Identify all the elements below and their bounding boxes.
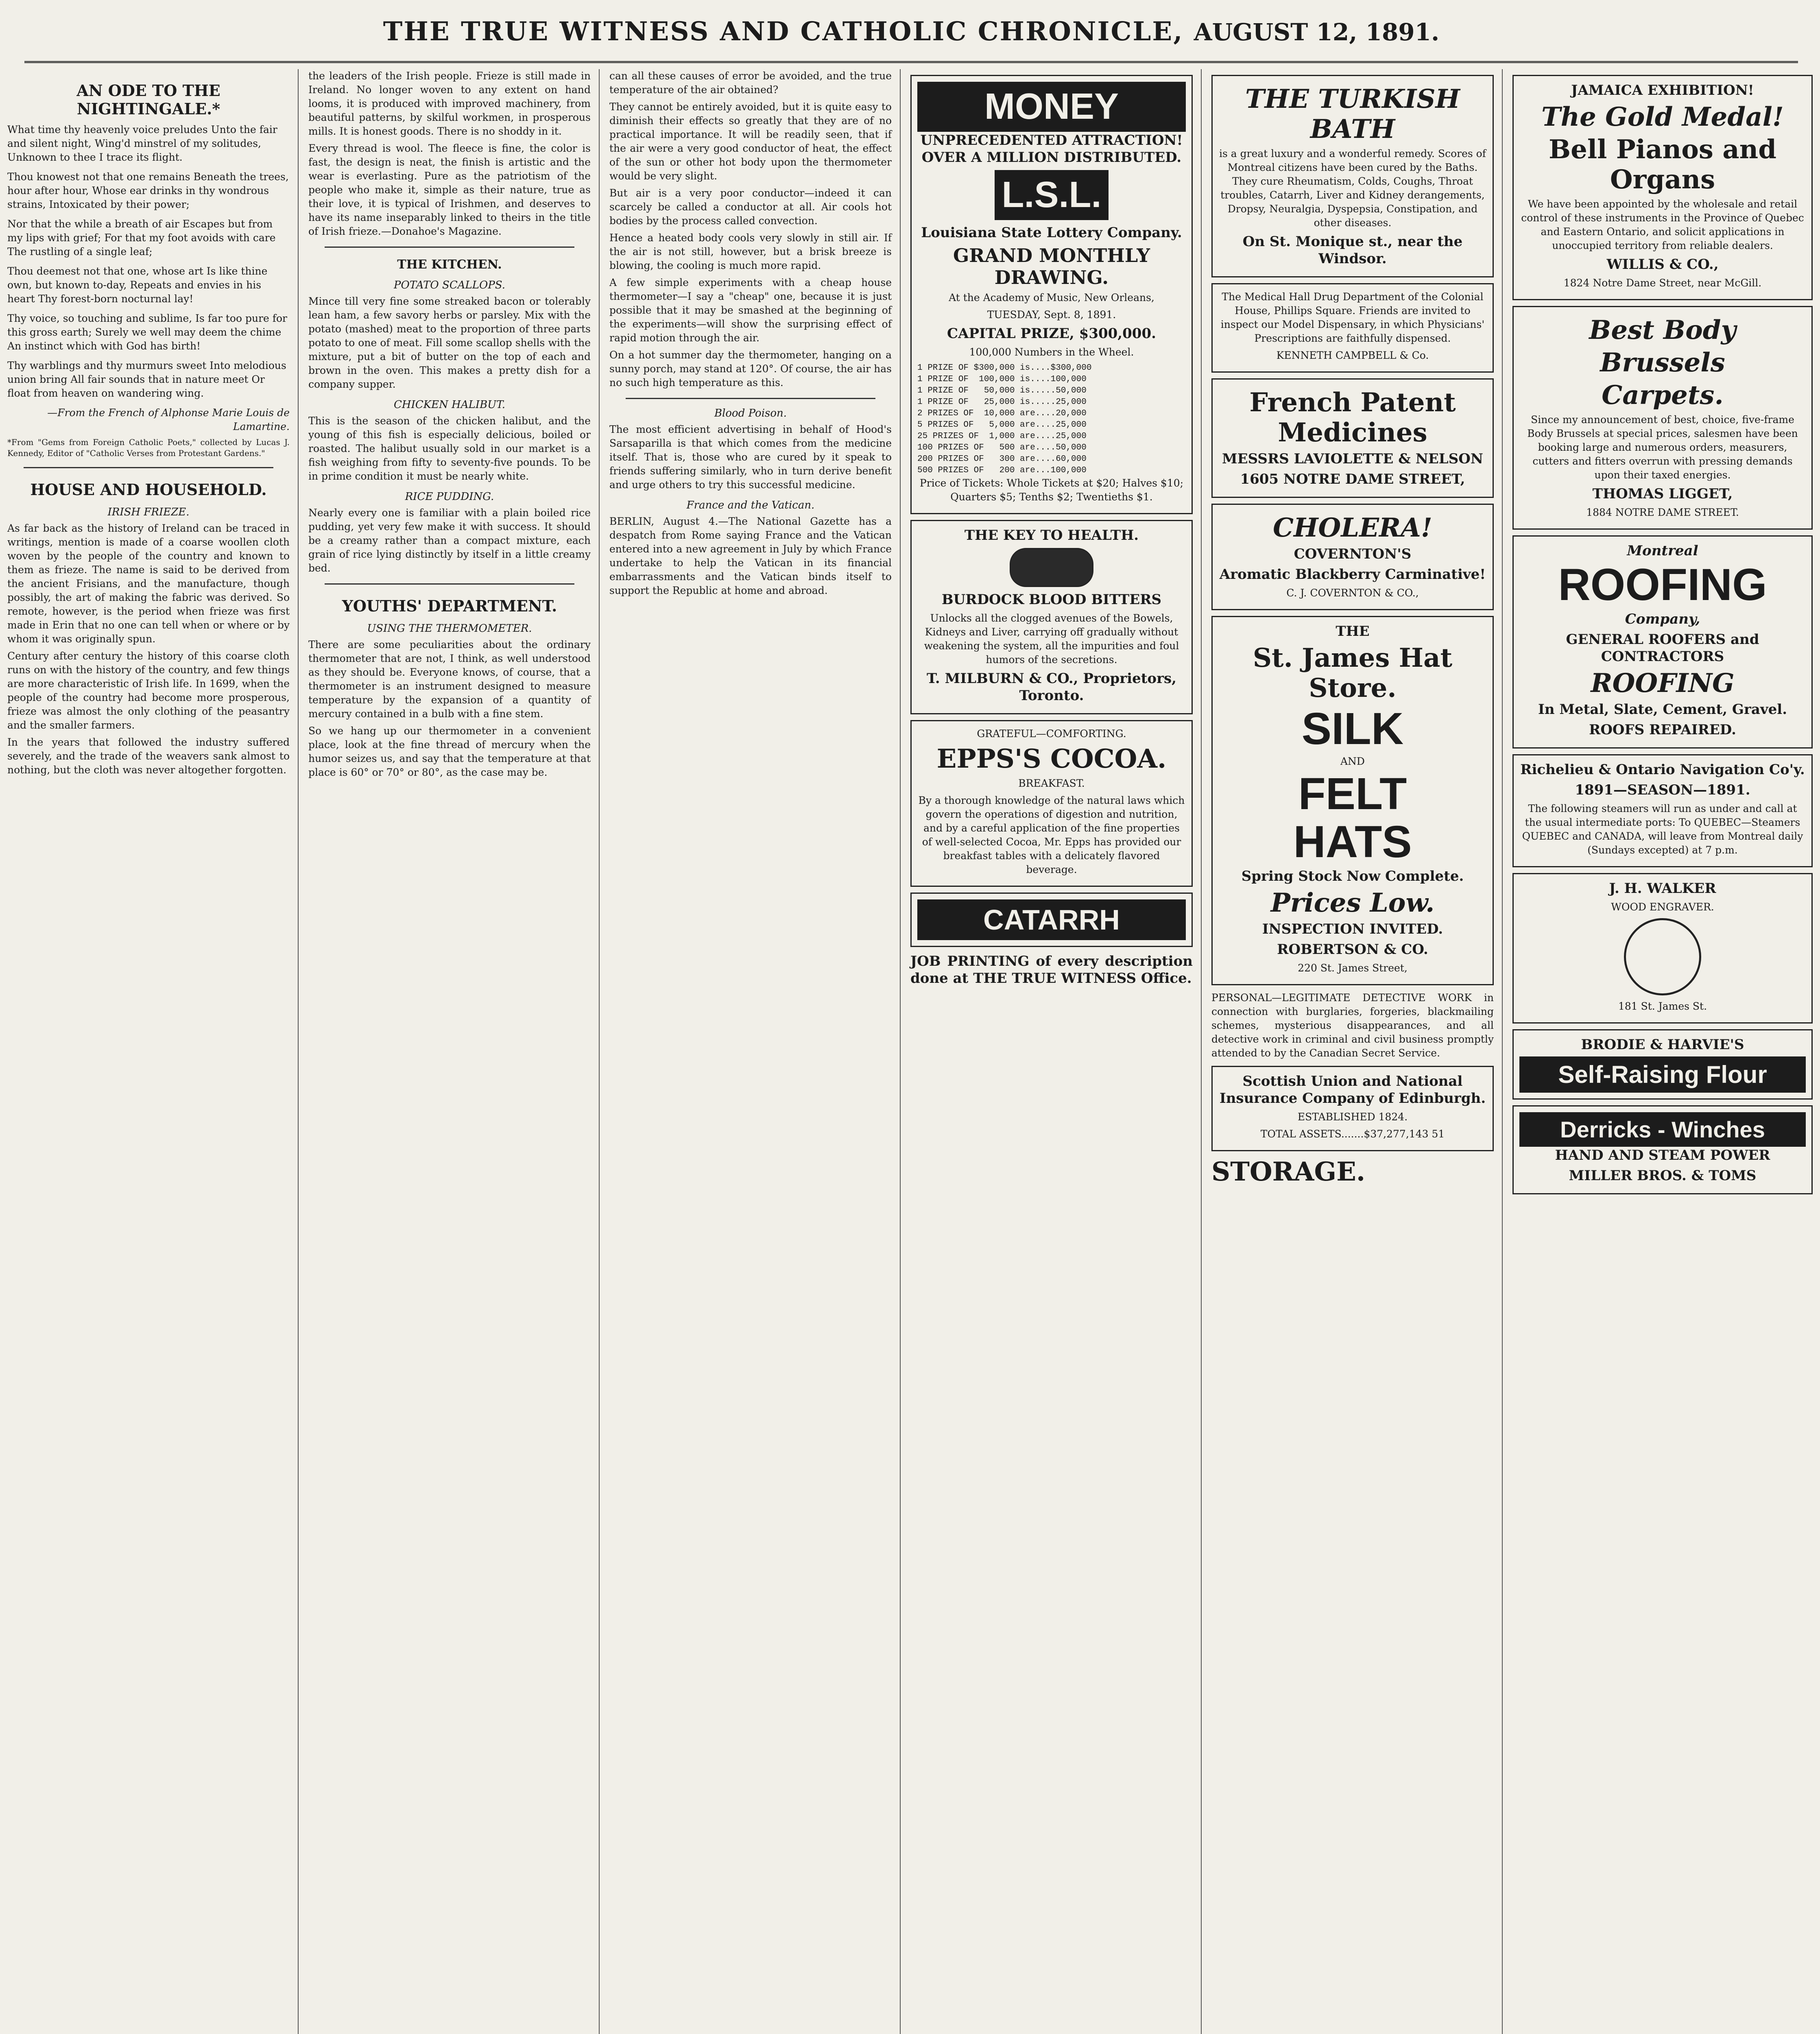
french-medicines-ad — [1211, 378, 1494, 498]
medical-hall-ad — [1211, 283, 1494, 373]
jamaica: JAMAICA EXHIBITION! — [1571, 82, 1754, 98]
company: Company, — [1625, 611, 1700, 627]
article-paragraph: There are some peculiarities about the ordinary thermometer that are not, I think, as well understood as they should be. Everyone knows, of course, that a thermometer is an instrument designed to measure temperature by the expansion of a quantity of mercury contained in a bulb with a fine stem. — [308, 639, 591, 720]
hand-steam: HAND AND STEAM POWER — [1555, 1147, 1770, 1163]
carpets-ad — [1512, 306, 1813, 530]
article-paragraph: As far back as the history of Ireland can be traced in writings, mention is made of a coarse woollen cloth woven by the people of the country and known to them as frieze. The name is said to be derived from the ancient Frisians, and the manufacture, though possibly, the art of making the fabric was derived. So remote, however, is the period when frieze was first made in Erin that no one can tell when or where or by whom it was originally spun. — [7, 522, 290, 645]
prize-list: 1 PRIZE OF $300,000 is....$300,000 1 PRIZE OF 100,000 is....100,000 1 PRIZE OF 50,000 is.....50,000 1 PRIZE OF 25,000 is.....25,000 2 PRIZES OF 10,000 are....20,000 5 PRIZES OF 5,000 are....25,000 25 PRIZES OF 1,000 are....25,000 100 PRIZES OF 500 are....50,000 200 PRIZES OF 300 are....60,000 500 PRIZES OF 200 are...100,000 — [917, 363, 1092, 475]
article-paragraph: On a hot summer day the thermometer, hanging on a sunny porch, may stand at 120°. Of course, the air has no such high temperature as this. — [609, 349, 892, 388]
lottery-ad — [910, 75, 1193, 514]
bath-text: is a great luxury and a wonderful remedy. Scores of Montreal citizens have been cured by the Baths. They cure Rheumatism, Colds, Coughs, Throat troubles, Catarrh, Liver and Kidney derangements, Dropsy, Neuralgia, Dyspepsia, Constipation, and other diseases. — [1219, 148, 1486, 229]
scottish-ad — [1211, 1066, 1494, 1151]
article-title: IRISH FRIEZE. — [107, 506, 190, 518]
richelieu-ad — [1512, 754, 1813, 867]
bell-text: We have been appointed by the wholesale and retail control of these instruments in the Province of Quebec and Eastern Ontario, and solicit applications in unoccupied territory from reliable dealers. — [1521, 198, 1804, 251]
fpm-sub: MESSRS LAVIOLETTE & NELSON — [1222, 451, 1483, 467]
article-paragraph: can all these causes of error be avoided, and the true temperature of the air obtained? — [609, 70, 892, 96]
willis-address: 1824 Notre Dame Street, near McGill. — [1563, 277, 1762, 289]
bath-address: On St. Monique st., near the Windsor. — [1242, 234, 1463, 267]
hat-store: St. James Hat Store. — [1253, 643, 1453, 703]
roofing-2: ROOFING — [1591, 668, 1735, 698]
general-roofers: GENERAL ROOFERS and CONTRACTORS — [1566, 631, 1759, 665]
cholera: CHOLERA! — [1273, 513, 1432, 543]
recipe-title: RICE PUDDING. — [405, 491, 494, 503]
divider — [325, 247, 574, 248]
paper-title: THE TRUE WITNESS AND CATHOLIC CHRONICLE, — [383, 16, 1184, 47]
article-paragraph: Century after century the history of this coarse cloth runs on with the history of the country, and few things are more characteristic of Irish life. In 1699, when the people of the country had become more prosperous, frieze was almost the only clothing of the peasantry and the smaller farmers. — [7, 650, 290, 731]
willis: WILLIS & CO., — [1606, 256, 1719, 273]
column-rule — [900, 69, 901, 2034]
drawing-date: TUESDAY, Sept. 8, 1891. — [987, 309, 1116, 321]
column-2 — [301, 69, 598, 2034]
divider — [626, 398, 875, 399]
bitters-text: Unlocks all the clogged avenues of the Bowels, Kidneys and Liver, carrying off gradually without weakening the system, all the impurities and foul humors of the secretions. — [924, 612, 1179, 666]
covernton: COVERNTON'S — [1294, 546, 1412, 562]
article-paragraph: They cannot be entirely avoided, but it is quite easy to diminish their effects so greatly that they are of no practical importance. It will be readily seen, that if the air were a very good conductor of heat, the effect of the sun or other hot body upon the thermometer would be very slight. — [609, 101, 892, 182]
roofing: ROOFING — [1558, 560, 1767, 610]
montreal: Montreal — [1627, 543, 1698, 559]
engraving-portrait-icon — [1624, 918, 1701, 995]
poem-footnote: *From "Gems from Foreign Catholic Poets," collected by Lucas J. Kennedy, Editor of "Catholic Verses from Protestant Gardens." — [7, 437, 290, 458]
key-title: THE KEY TO HEALTH. — [964, 527, 1139, 543]
wheel-numbers: 100,000 Numbers in the Wheel. — [969, 346, 1134, 358]
column-rule — [1502, 69, 1503, 2034]
job-printing: JOB PRINTING of every description done at THE TRUE WITNESS Office. — [910, 953, 1193, 986]
article-paragraph: In the years that followed the industry suffered severely, and the trade of the weavers sank almost to nothing, but the cloth was never altogether forgotten. — [7, 736, 290, 776]
storage: STORAGE. — [1211, 1157, 1366, 1187]
column-6 — [1505, 69, 1820, 2034]
medical-signature: KENNETH CAMPBELL & Co. — [1276, 349, 1429, 361]
poem-attribution: —From the French of Alphonse Marie Louis de Lamartine. — [47, 407, 290, 432]
attraction-heading: UNPRECEDENTED ATTRACTION! OVER A MILLION DISTRIBUTED. — [920, 132, 1183, 166]
assets: TOTAL ASSETS.......$37,277,143 51 — [1260, 1128, 1445, 1140]
epps-ad — [910, 720, 1193, 887]
richelieu-text: The following steamers will run as under and call at the usual intermediate ports: To QUEBEC—Steamers QUEBEC and CANADA, will leave from Montreal daily (Sundays excepted) at 7 p.m. — [1522, 803, 1803, 856]
richelieu: Richelieu & Ontario Navigation Co'y. — [1520, 762, 1805, 778]
bath-title: THE TURKISH BATH — [1245, 84, 1460, 144]
medical-text: The Medical Hall Drug Department of the Colonial House, Phillips Square. Friends are invited to inspect our Model Dispensary, in which Physicians' Prescriptions are faithfully dispensed. — [1220, 291, 1485, 344]
article-paragraph: A few simple experiments with a cheap house thermometer—I say a "cheap" one, because it is just possible that it may be smashed at the beginning of the experiments—will show the surprising effect of rapid motion through the air. — [609, 277, 892, 344]
roofs-repaired: ROOFS REPAIRED. — [1589, 722, 1736, 738]
recipe-text: Nearly every one is familiar with a plain boiled rice pudding, yet very few make it with success. It should be a creamy rather than a compact mixture, each grain of rice lying distinctly by itself in a little creamy bed. — [308, 507, 591, 574]
liggett: THOMAS LIGGET, — [1592, 486, 1733, 502]
bitters-name: BURDOCK BLOOD BITTERS — [941, 591, 1162, 608]
lottery-name: Louisiana State Lottery Company. — [921, 225, 1182, 241]
hat-store-ad — [1211, 616, 1494, 985]
poem-title: AN ODE TO THE NIGHTINGALE.* — [76, 81, 220, 118]
article-paragraph: So we hang up our thermometer in a convenient place, look at the fine thread of mercury when the humor seizes us, and say that the temperature at that place is 60° or 70° or 80°, as the case may be. — [308, 725, 591, 778]
divider — [325, 583, 574, 585]
wood-engraver: WOOD ENGRAVER. — [1611, 901, 1714, 913]
divider — [24, 467, 273, 468]
notre-dame: 1605 NOTRE DAME STREET, — [1240, 471, 1465, 487]
bell-pianos: Bell Pianos and Organs — [1549, 134, 1776, 195]
poem-stanza: Thou deemest not that one, whose art Is like thine own, but known to-day, Repeats and envies in his heart Thy forest-born nocturnal lay! — [7, 265, 268, 305]
ticket-prices: Price of Tickets: Whole Tickets at $20; Halves $10; Quarters $5; Tenths $2; Twentieths $1. — [919, 477, 1184, 503]
inspection: INSPECTION INVITED. — [1262, 921, 1443, 937]
hats: HATS — [1293, 817, 1412, 867]
detective-text: PERSONAL—LEGITIMATE DETECTIVE WORK in connection with burglaries, forgeries, blackmailing schemes, mysterious disappearances, and all detective work in criminal and civil business promptly attended to by the Canadian Secret Service. — [1211, 992, 1494, 1059]
self-raising: Self-Raising Flour — [1519, 1056, 1806, 1093]
metal-slate: In Metal, Slate, Cement, Gravel. — [1538, 701, 1787, 718]
capital-prize: CAPITAL PRIZE, $300,000. — [947, 325, 1156, 342]
column-rule — [599, 69, 600, 2034]
spring-stock: Spring Stock Now Complete. — [1241, 868, 1464, 884]
the: THE — [1336, 623, 1370, 639]
walker-address: 181 St. James St. — [1618, 1000, 1707, 1012]
article-paragraph: Hence a heated body cools very slowly in still air. If the air is not still, however, but a brisk breeze is blowing, the cooling is much more rapid. — [609, 232, 892, 271]
blackberry: Aromatic Blackberry Carminative! — [1219, 566, 1486, 583]
youth-title: YOUTHS' DEPARTMENT. — [342, 597, 557, 615]
epps-cocoa: EPPS'S COCOA. — [936, 744, 1167, 774]
article-paragraph: BERLIN, August 4.—The National Gazette has a despatch from Rome saying France and the Vatican entered into a new agreement in July by which France undertake to help the Vatican in its financial embarrassments and the Vatican binds itself to support the Republic at home and abroad. — [609, 515, 892, 596]
and: AND — [1340, 755, 1365, 767]
liggett-address: 1884 NOTRE DAME STREET. — [1586, 506, 1739, 518]
gold-medal: The Gold Medal! — [1541, 102, 1784, 132]
carpets: Carpets. — [1602, 380, 1724, 410]
prices-low: Prices Low. — [1270, 888, 1435, 918]
poem-stanza: What time thy heavenly voice preludes Unto the fair and silent night, Wing'd minstrel of my solitudes, Unknown to thee I trace its flight. — [7, 124, 277, 163]
poem-stanza: Thy warblings and thy murmurs sweet Into melodious union bring All fair sounds that in nature meet Or float from heaven on wandering wing. — [7, 360, 286, 399]
drawing-place: At the Academy of Music, New Orleans, — [949, 292, 1154, 303]
robertson: ROBERTSON & CO. — [1277, 941, 1428, 958]
catarrh-ad — [910, 893, 1193, 947]
recipe-text: This is the season of the chicken halibut, and the young of this fish is especially delicious, boiled or roasted. The halibut usually sold in our market is a fish weighing from fifty to seventy-five pounds. To be in prime condition it must be nearly white. — [308, 415, 591, 482]
france-vatican-title: France and the Vatican. — [686, 499, 815, 511]
season: 1891—SEASON—1891. — [1575, 782, 1750, 798]
turkish-bath-ad — [1211, 75, 1494, 277]
derricks: Derricks - Winches — [1519, 1112, 1806, 1147]
blood-poison-title: Blood Poison. — [714, 407, 787, 419]
established: ESTABLISHED 1824. — [1297, 1111, 1408, 1123]
section-title: HOUSE AND HOUSEHOLD. — [30, 480, 267, 499]
youth-subtitle: USING THE THERMOMETER. — [367, 622, 532, 635]
brussels: Brussels — [1600, 347, 1725, 378]
miller: MILLER BROS. & TOMS — [1569, 1168, 1757, 1184]
breakfast: BREAKFAST. — [1018, 777, 1085, 789]
article-paragraph: the leaders of the Irish people. Frieze is still made in Ireland. No longer woven to any extent on hand looms, it is produced with improved machinery, from beautiful patterns, by skilful workmen, in prosperous mills. It is honest goods. There is no shoddy in it. — [308, 70, 591, 137]
recipe-text: Mince till very fine some streaked bacon or tolerably lean ham, a few savory herbs or parsley. Mix with the potato (mashed) meat to the proportion of three parts potato to one of meat. Fill some scallop shells with the mixture, put a bit of butter on the top of each and brown in the oven. This makes a pretty dish for a company supper. — [308, 295, 591, 390]
engraver-ad — [1512, 873, 1813, 1024]
recipe-title: CHICKEN HALIBUT. — [394, 399, 505, 411]
poem-stanza: Nor that the while a breath of air Escapes but from my lips with grief; For that my foot avoids with care The rustling of a single leaf; — [7, 218, 276, 258]
poem-stanza: Thy voice, so touching and sublime, Is far too pure for this gross earth; Surely we well may deem the chime An instinct which with God has birth! — [7, 312, 288, 352]
best-body: Best Body — [1589, 315, 1736, 345]
poem-stanza: Thou knowest not that one remains Beneath the trees, hour after hour, Whose ear drinks in thy wondrous strains, Intoxicated by their power; — [7, 171, 289, 210]
column-4 — [903, 69, 1200, 2034]
article-paragraph: Every thread is wool. The fleece is fine, the color is fast, the design is neat, the finish is artistic and the wear is everlasting. Pure as the patriotism of the people who make it, simple as their nature, true as their love, it is typical of Irishmen, and deserves to have its name inseparably linked to theirs in the title of Irish frieze.—Donahoe's Magazine. — [308, 142, 591, 237]
felt: FELT — [1298, 769, 1407, 819]
roofing-ad — [1512, 535, 1813, 749]
robertson-address: 220 St. James Street, — [1298, 962, 1408, 974]
article-paragraph: The most efficient advertising in behalf of Hood's Sarsaparilla is that which comes from the medicine itself. That is, those who are cured by it speak to friends suffering similarly, who in turn derive benefit and urge others to try this successful medicine. — [609, 423, 892, 491]
walker: J. H. WALKER — [1609, 880, 1716, 897]
grand-drawing: GRAND MONTHLY DRAWING. — [953, 244, 1150, 288]
catarrh: CATARRH — [917, 899, 1186, 940]
poem — [7, 123, 290, 400]
kitchen-title: THE KITCHEN. — [397, 258, 502, 272]
burdock-ad — [910, 520, 1193, 714]
covernton-sig: C. J. COVERNTON & CO., — [1286, 587, 1419, 599]
lsl-logo: L.S.L. — [995, 170, 1109, 220]
derricks-ad — [1512, 1105, 1813, 1194]
article-paragraph: But air is a very poor conductor—indeed it can scarcely be called a conductor at all. Air cools hot bodies by the process called convection. — [609, 187, 892, 227]
epps-text: By a thorough knowledge of the natural laws which govern the operations of digestion and nutrition, and by a careful application of the fine properties of well-selected Cocoa, Mr. Epps has provided our breakfast tables with a delicately flavored beverage. — [918, 794, 1185, 875]
masthead — [24, 16, 1798, 63]
recipe-title: POTATO SCALLOPS. — [394, 279, 505, 291]
money-heading: MONEY — [917, 82, 1186, 132]
milburn-sig: T. MILBURN & CO., Proprietors, Toronto. — [927, 670, 1176, 704]
scottish: Scottish Union and National Insurance Company of Edinburgh. — [1219, 1073, 1486, 1106]
bell-pianos-ad — [1512, 75, 1813, 300]
cholera-ad — [1211, 504, 1494, 610]
column-rule — [1201, 69, 1202, 2034]
silk: SILK — [1301, 704, 1404, 754]
grateful: GRATEFUL—COMFORTING. — [977, 728, 1126, 740]
brodie: BRODIE & HARVIE'S — [1581, 1037, 1744, 1053]
column-5 — [1204, 69, 1501, 2034]
flour-ad — [1512, 1029, 1813, 1100]
paper-date: AUGUST 12, 1891. — [1194, 18, 1440, 46]
carpet-text: Since my announcement of best, choice, five-frame Body Brussels at special prices, salesmen have been booking large and numerous orders, measurers, cutters and fitters overrun with pressing demands upon their taxed energies. — [1527, 414, 1798, 481]
fpm-title: French Patent Medicines — [1249, 387, 1456, 448]
column-rule — [298, 69, 299, 2034]
bitters-bottle-icon — [1010, 548, 1093, 587]
column-1 — [0, 69, 297, 2034]
column-3 — [602, 69, 899, 2034]
